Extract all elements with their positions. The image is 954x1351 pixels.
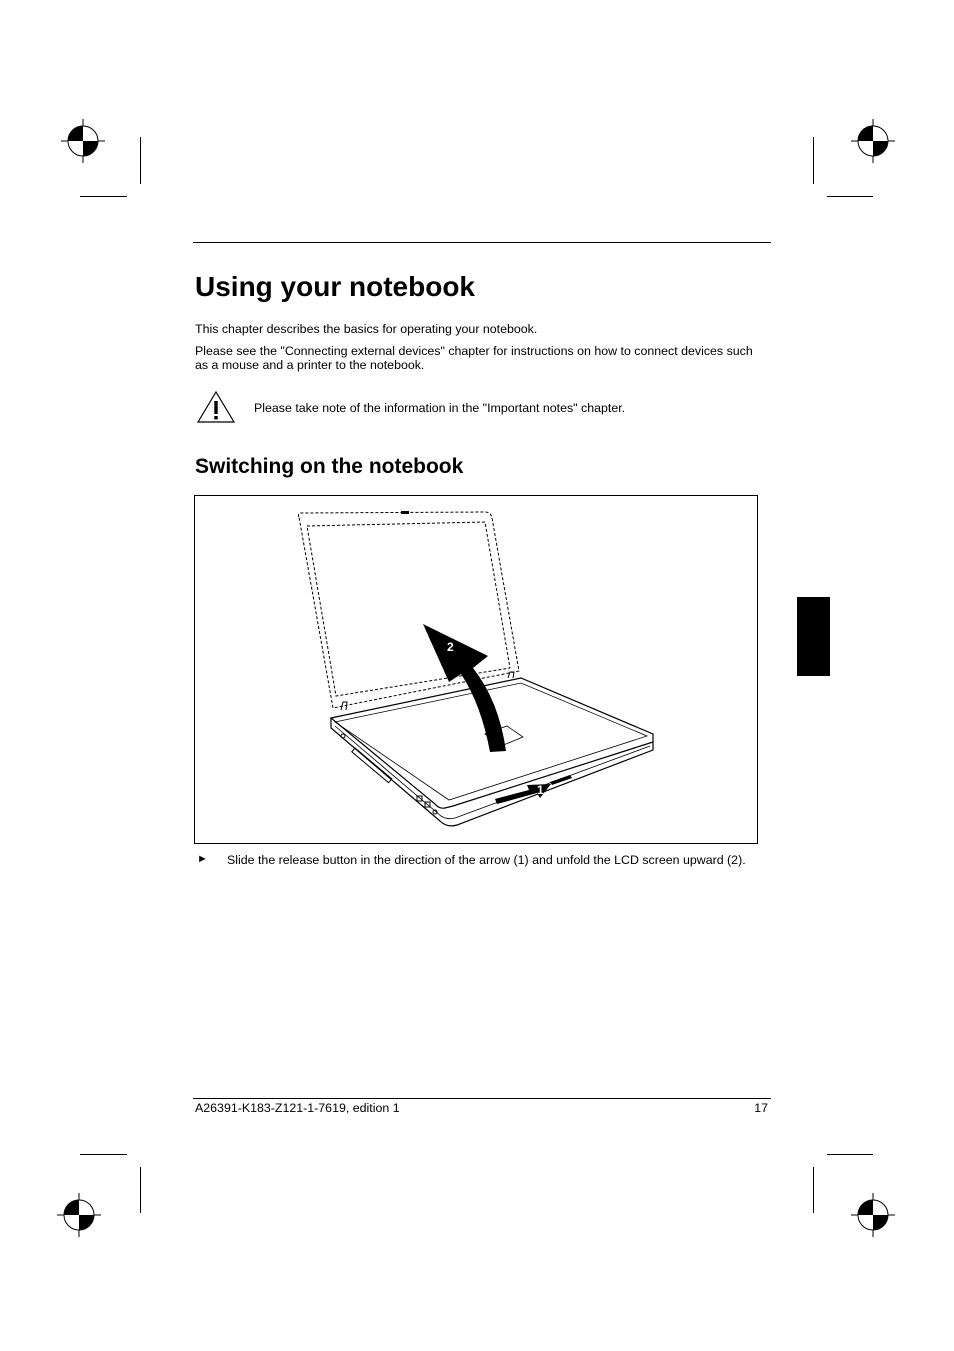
header-rule [193,242,771,243]
warning-triangle-icon [196,390,236,424]
registration-mark-icon [54,1190,104,1240]
notebook-illustration [194,495,758,844]
intro-paragraph: This chapter describes the basics for operating your notebook. [195,322,538,336]
camera-icon [401,511,409,514]
figure-label-2: 2 [447,640,454,654]
registration-mark-icon [848,1190,898,1240]
bullet-arrow-icon: ► [197,853,208,865]
footer-page-number: 17 [754,1101,768,1115]
footer-rule [193,1098,771,1099]
notebook-drawing [195,496,757,843]
registration-mark-icon [58,116,108,166]
page-title: Using your notebook [195,271,475,302]
section-title: Switching on the notebook [195,455,464,478]
footer-doc-id: A26391-K183-Z121-1-7619, edition 1 [195,1101,400,1115]
warning-note-text: Please take note of the information in the "Important notes" chapter. [254,401,626,415]
chapter-tab-marker [797,597,830,676]
registration-mark-icon [848,116,898,166]
step-text: Slide the release button in the direction of the arrow (1) and unfold the LCD screen upward (2). [227,853,746,867]
intro-paragraph: Please see the "Connecting external devices" chapter for instructions on how to connect devices such as a mouse and a printer to the notebook. [195,344,753,372]
figure-label-1: 1 [537,783,544,797]
